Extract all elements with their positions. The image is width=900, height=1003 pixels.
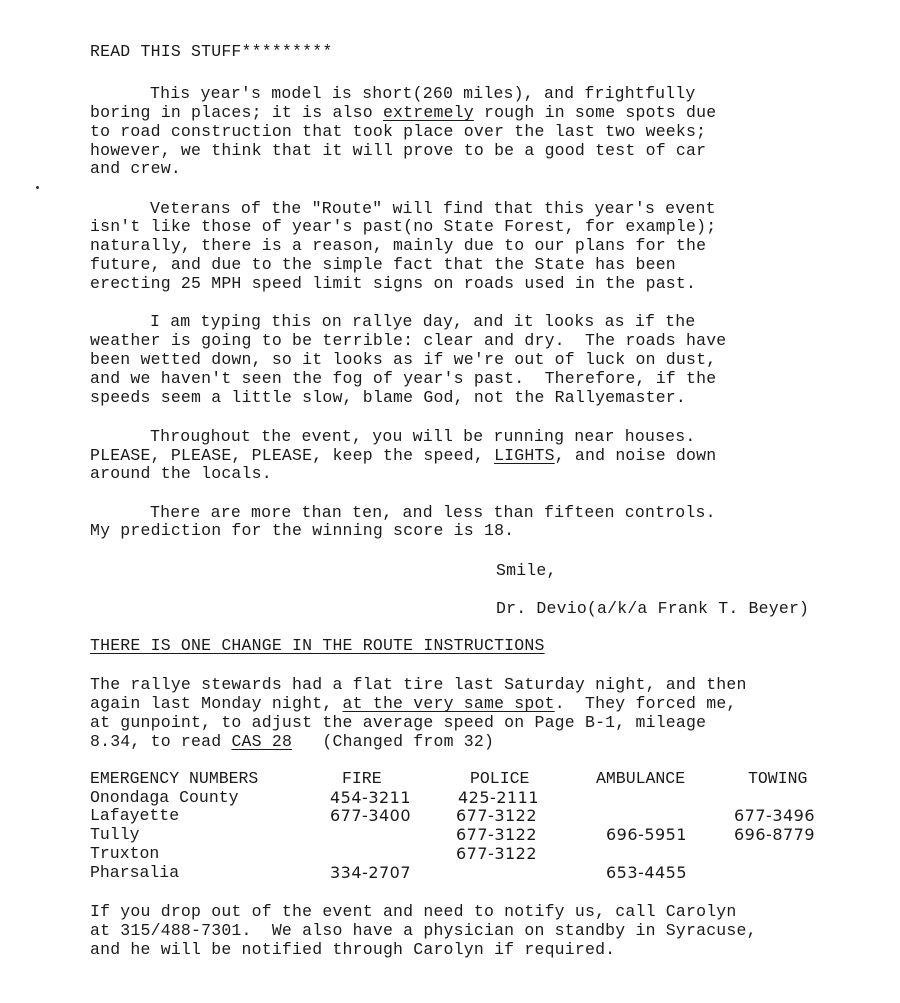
change-line-1: The rallye stewards had a flat tire last Saturday night, and then [90,675,747,694]
table-row-place: Lafayette [90,806,180,825]
p2-line-5: erecting 25 MPH speed limit signs on roads used in the past. [90,274,697,293]
emphasis-cas: CAS 28 [231,732,293,751]
p3-line-2: weather is going to be terrible: clear and dry. The roads have [90,331,727,350]
table-row-place: Tully [90,825,140,844]
scan-speck [36,186,39,189]
p1-line-1: This year's model is short(260 miles), and frightfully [150,84,696,103]
table-row-towing: 696-8779 [734,825,816,844]
p2-line-2: isn't like those of year's past(no State Forest, for example); [90,217,717,236]
closing: Smile, [496,561,557,580]
p1-line-2 [90,103,716,122]
table-row-place: Pharsalia [90,863,180,882]
p1-line-3: to road construction that took place over the last two weeks; [90,122,707,141]
table-row-police: 677-3122 [456,825,538,844]
change-heading: THERE IS ONE CHANGE IN THE ROUTE INSTRUCTIONS [90,636,545,655]
p5-line-1: There are more than ten, and less than fifteen controls. [150,503,716,522]
p1-line-2-b: rough in some spots due [473,103,717,122]
change-line-4-a: 8.34, to read [90,732,232,751]
col-header-place: EMERGENCY NUMBERS [90,769,259,788]
col-header-fire: FIRE [342,769,382,788]
page-header: READ THIS STUFF********* [90,42,333,61]
signature: Dr. Devio(a/k/a Frank T. Beyer) [496,599,810,618]
table-row-towing: 677-3496 [734,806,816,825]
footer-line-1: If you drop out of the event and need to notify us, call Carolyn [90,902,737,921]
change-line-4-b: (Changed from 32) [292,732,495,751]
p3-line-1: I am typing this on rallye day, and it looks as if the [150,312,696,331]
table-row-fire: 454-3211 [330,788,412,807]
p1-line-5: and crew. [90,159,181,178]
emphasis-extremely: extremely [382,103,474,122]
p1-line-2-a: boring in places; it is also [90,103,383,122]
change-line-2 [90,694,737,713]
p2-line-3: naturally, there is a reason, mainly due to our plans for the [90,236,707,255]
emphasis-same-spot: at the very same spot [342,694,555,713]
p4-line-2-b: , and noise down [554,446,717,465]
table-row-police: 677-3122 [456,806,538,825]
p4-line-2-a: PLEASE, PLEASE, PLEASE, keep the speed, [90,446,495,465]
p3-line-3: been wetted down, so it looks as if we're out of luck on dust, [90,350,717,369]
change-line-4 [90,732,494,751]
col-header-police: POLICE [470,769,530,788]
change-line-3: at gunpoint, to adjust the average speed on Page B-1, mileage [90,713,707,732]
p4-line-3: around the locals. [90,464,272,483]
table-row-fire: 677-3400 [330,806,412,825]
footer-line-3: and he will be notified through Carolyn if required. [90,940,616,959]
p2-line-1: Veterans of the "Route" will find that this year's event [150,199,716,218]
table-row-fire: 334-2707 [330,863,412,882]
p5-line-2: My prediction for the winning score is 18. [90,521,515,540]
change-line-2-b: . They forced me, [554,694,737,713]
footer-line-2: at 315/488-7301. We also have a physician on standby in Syracuse, [90,921,757,940]
p3-line-4: and we haven't seen the fog of year's past. Therefore, if the [90,369,717,388]
p3-line-5: speeds seem a little slow, blame God, not the Rallyemaster. [90,388,686,407]
table-row-place: Onondaga County [90,788,239,807]
p2-line-4: future, and due to the simple fact that the State has been [90,255,676,274]
table-row-place: Truxton [90,844,160,863]
emphasis-lights: LIGHTS [494,446,555,465]
table-row-police: 425-2111 [458,788,540,807]
table-row-ambulance: 653-4455 [606,863,688,882]
p4-line-2 [90,446,716,465]
p1-line-4: however, we think that it will prove to be a good test of car [90,141,707,160]
table-row-ambulance: 696-5951 [606,825,688,844]
col-header-towing: TOWING [748,769,808,788]
table-row-police: 677-3122 [456,844,538,863]
p4-line-1: Throughout the event, you will be running near houses. [150,427,696,446]
col-header-ambulance: AMBULANCE [596,769,686,788]
change-line-2-a: again last Monday night, [90,694,343,713]
